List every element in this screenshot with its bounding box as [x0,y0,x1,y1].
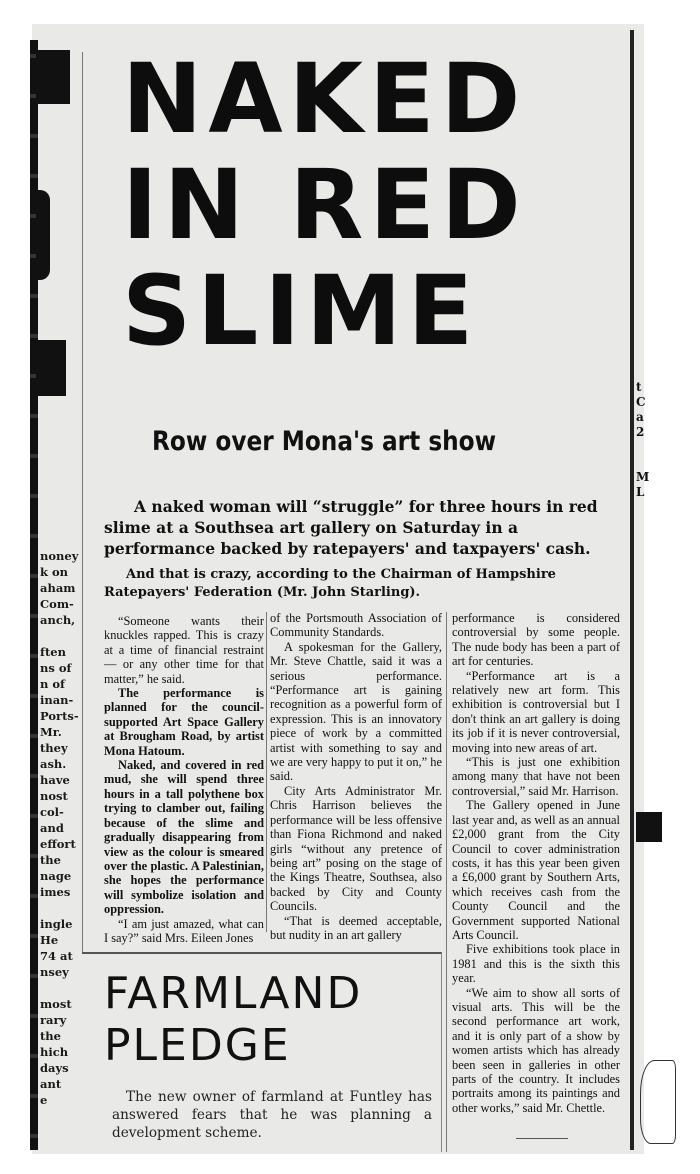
right-fragment-line: L [636,485,645,499]
col1-paragraph: “Someone wants their knuckles rapped. This is crazy at a time of financial restraint — or any other time for that matter,” he said. [104,614,264,686]
left-fragment-line: hich [40,1045,69,1059]
left-fragment-line: noney [40,549,79,563]
farmland-headline [104,968,362,1072]
right-fragment-line: a [636,410,644,424]
left-fragment-line: days [40,1061,69,1075]
left-fragment-line: e [40,1093,48,1107]
farmland-headline-line-1: FARMLAND [104,968,363,1019]
left-fragment-line: the [40,853,61,867]
right-fragment-line: 2 [636,425,645,439]
left-fragment-line: they [40,741,68,755]
col3-paragraph: performance is considered controversial by some people. The nude body has been a part of art for centuries. [452,611,620,669]
left-fragment-line: ns of [40,661,72,675]
left-fragment-line [40,628,84,644]
left-fragment-line: the [40,1029,61,1043]
left-fragment-line: ften [40,645,66,659]
article-column-1 [104,614,264,945]
col2-paragraph: A spokesman for the Gallery, Mr. Steve Chattle, said it was a serious performance. “Performance art is gaining recognition as a powerful form of expression. This is an innovatory piece of work by a committed artist with something to say and we are very happy to put it on,” he said. [270,639,442,784]
right-page-fragment [636,380,652,500]
left-fragment-line [40,980,84,996]
left-fragment-line: 74 at [40,949,73,963]
left-fragment-line: inan- [40,693,74,707]
left-fragment-line: imes [40,885,71,899]
col1-paragraph: “I am just amazed, what can I say?” said Mrs. Eileen Jones [104,916,264,945]
headline-line-1: NAKED [122,43,527,155]
col1-paragraph: Naked, and covered in red mud, she will spend three hours in a tall polythene box trying to clamber out, failing because of the slime and gradually disappearing from view as the colour is smeared over the plastic. A Palestinian, she hopes the performance will symbolize isolation and oppression. [104,758,264,917]
subheadline: Row over Mona's art show [152,426,497,457]
col3-paragraph: “Performance art is a relatively new art form. This exhibition is controversial but I don't think an art gallery is doing its job if it is never controversial, moving into new areas of art. [452,668,620,755]
right-fragment-line [636,455,652,470]
col3-paragraph: Five exhibitions took place in 1981 and this is the sixth this year. [452,942,620,986]
col2-paragraph: City Arts Administrator Mr. Chris Harrison believes the performance will be less offensive than Fiona Richmond and naked girls “without any pretence of being art” posing on the stage of the Kings Theatre, Southsea, also backed by City and County Councils. [270,783,442,914]
column-rule [82,52,83,952]
left-fragment-line: ash. [40,757,67,771]
left-fragment-line: Com- [40,597,74,611]
left-fragment-line: k on [40,565,69,579]
standfirst-paragraph [104,566,619,602]
left-fragment-line: and [40,821,64,835]
article-column-2 [270,611,442,942]
right-fragment-line: M [636,470,650,484]
right-fragment-line: t [636,380,642,394]
right-fragment-line: C [636,395,646,409]
col3-paragraph: “This is just one exhibition among many that have not been controversial,” said Mr. Harrison. [452,755,620,798]
lead-text: A naked woman will “struggle” for three hours in red slime at a Southsea art gallery on Saturday in a performance backed by ratepayers' and taxpayers' cash. [104,497,598,558]
standfirst-text: And that is crazy, according to the Chairman of Hampshire Ratepayers' Federation (Mr. John Starling). [104,567,556,600]
right-fragment-line [636,440,652,455]
farmland-headline-line-2: PLEDGE [104,1020,291,1071]
col2-paragraph: “That is deemed acceptable, but nudity in an art gallery [270,913,442,942]
article-column-3 [452,611,620,1115]
left-fragment-line: ingle [40,917,73,931]
column-edge-right [630,30,634,1150]
col2-paragraph: of the Portsmouth Association of Community Standards. [270,611,442,640]
left-fragment-line [40,900,84,916]
headline [92,43,612,367]
left-fragment-line: ant [40,1077,62,1091]
left-fragment-line: nsey [40,965,69,979]
headline-line-3: SLIME [122,255,480,367]
left-fragment-line: have [40,773,70,787]
left-fragment-line: Mr. [40,725,62,739]
left-fragment-line: rary [40,1013,67,1027]
lead-paragraph [104,496,619,559]
column-rule [446,612,447,1152]
col1-paragraph: The performance is planned for the council-supported Art Space Gallery at Brougham Road, by artist Mona Hatoum. [104,686,264,758]
right-page-illustration-fragment [640,1060,676,1144]
left-fragment-word: an [40,366,56,379]
left-fragment-line: aham [40,581,76,595]
headline-line-2: IN RED [122,149,527,261]
neighbouring-headline-fragment [36,50,70,370]
farmland-body [112,1088,432,1142]
left-fragment-line: nage [40,869,72,883]
left-fragment-line: nost [40,789,68,803]
column-rule [266,612,267,932]
left-fragment-line: n of [40,677,65,691]
farmland-article [82,952,442,1152]
left-fragment-line: effort [40,837,76,851]
right-page-headline-fragment [636,812,662,842]
left-fragment-line: anch, [40,613,76,627]
farmland-body-text: The new owner of farmland at Funtley has answered fears that he was planning a development scheme. [112,1089,432,1141]
left-fragment-line: He [40,933,59,947]
end-rule [516,1138,568,1139]
left-fragment-line: Ports- [40,709,79,723]
neighbouring-column-fragment [40,548,84,1148]
col3-paragraph: The Gallery opened in June last year and, as well as an annual £2,000 grant from the City Council to cover administration costs, it has this year been given a £6,000 grant by Southern Arts, which receives cash from the County Council and the Government supported National Arts Council. [452,798,620,942]
left-fragment-line: col- [40,805,64,819]
left-fragment-line: most [40,997,72,1011]
col3-paragraph: “We aim to show all sorts of visual arts. This will be the second performance art work, and it is only part of a show by women artists which has already been seen in galleries in other parts of the country. It includes portraits among its paintings and other works,” said Mr. Chettle. [452,985,620,1115]
